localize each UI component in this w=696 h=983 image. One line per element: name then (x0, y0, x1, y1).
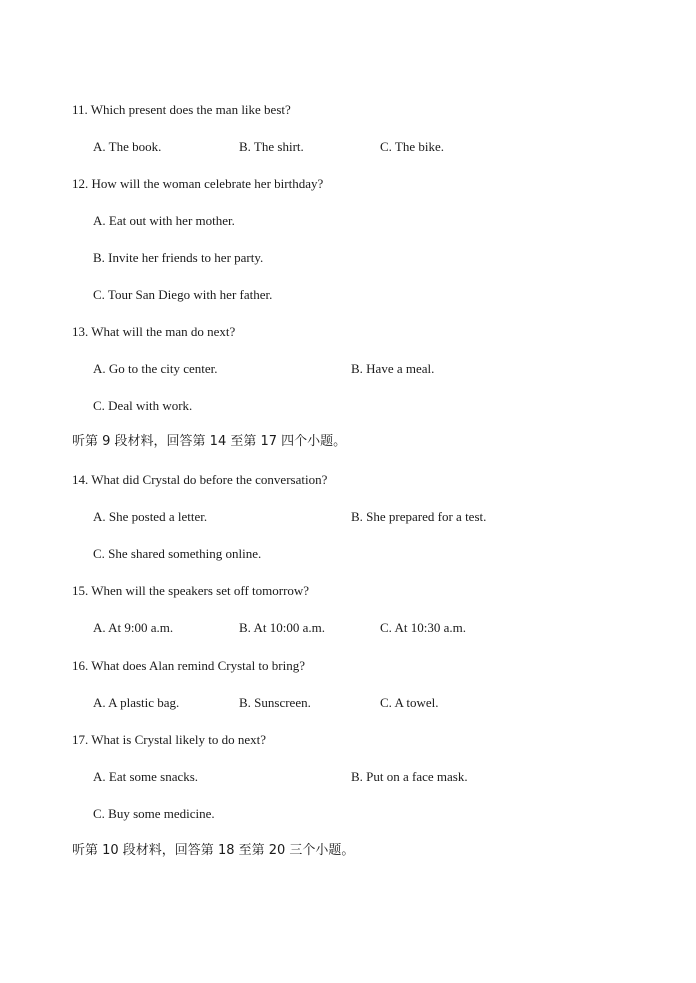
question-11-option-c: C. The bike. (380, 139, 445, 154)
question-13-option-c: C. Deal with work. (93, 398, 193, 413)
question-14-option-a: A. She posted a letter. (93, 509, 208, 524)
question-12-option-c: C. Tour San Diego with her father. (93, 287, 273, 302)
question-14-option-c: C. She shared something online. (93, 546, 262, 561)
question-11-option-b: B. The shirt. (239, 139, 304, 154)
question-17-option-c: C. Buy some medicine. (93, 806, 215, 821)
question-13-option-a: A. Go to the city center. (93, 361, 218, 376)
question-11-option-a: A. The book. (93, 139, 162, 154)
question-13-stem: 13. What will the man do next? (72, 324, 236, 339)
question-12-option-b: B. Invite her friends to her party. (93, 250, 264, 265)
question-16-stem: 16. What does Alan remind Crystal to bring? (72, 658, 305, 673)
question-14-stem: 14. What did Crystal do before the conversation? (72, 472, 328, 487)
question-16-option-c: C. A towel. (380, 695, 439, 710)
question-11-stem: 11. Which present does the man like best? (72, 102, 291, 117)
section-heading-10: 听第 10 段材料，回答第 18 至第 20 三个小题。 (72, 843, 355, 858)
question-16-option-a: A. A plastic bag. (93, 695, 180, 710)
question-17-stem: 17. What is Crystal likely to do next? (72, 732, 267, 747)
question-13-option-b: B. Have a meal. (351, 361, 435, 376)
section-heading-9: 听第 9 段材料，回答第 14 至第 17 四个小题。 (72, 434, 347, 449)
question-15-stem: 15. When will the speakers set off tomorrow? (72, 583, 310, 598)
question-12-option-a: A. Eat out with her mother. (93, 213, 235, 228)
question-15-option-a: A. At 9:00 a.m. (93, 620, 174, 635)
question-15-option-c: C. At 10:30 a.m. (380, 620, 466, 635)
question-15-option-b: B. At 10:00 a.m. (239, 620, 325, 635)
question-17-option-b: B. Put on a face mask. (351, 769, 468, 784)
question-12-stem: 12. How will the woman celebrate her birthday? (72, 176, 324, 191)
question-14-option-b: B. She prepared for a test. (351, 509, 487, 524)
question-17-option-a: A. Eat some snacks. (93, 769, 199, 784)
question-16-option-b: B. Sunscreen. (239, 695, 311, 710)
